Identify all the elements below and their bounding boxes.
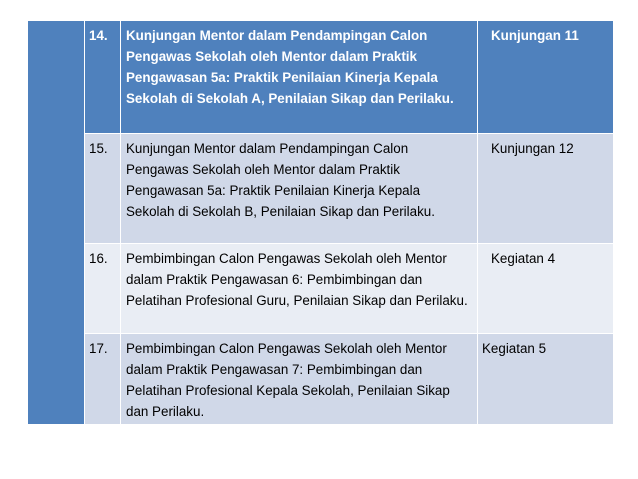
- row-number: 16.: [85, 244, 121, 334]
- row-activity: Kegiatan 5: [478, 334, 614, 425]
- row-activity: Kegiatan 4: [478, 244, 614, 334]
- table-row: [28, 244, 614, 334]
- activity-table: [27, 20, 614, 425]
- row-description: Pembimbingan Calon Pengawas Sekolah oleh Mentor dalam Praktik Pengawasan 6: Pembimbingan dan Pelatihan Profesional Guru, Penilaian Sikap dan Perilaku.: [121, 244, 478, 334]
- row-description: Pembimbingan Calon Pengawas Sekolah oleh Mentor dalam Praktik Pengawasan 7: Pembimbingan dan Pelatihan Profesional Kepala Sekolah, Penilaian Sikap dan Perilaku.: [121, 334, 478, 425]
- row-number: 15.: [85, 134, 121, 244]
- table-row: [28, 334, 614, 425]
- row-number: 14.: [85, 21, 121, 134]
- activity-table-container: [27, 20, 613, 422]
- row-number: 17.: [85, 334, 121, 425]
- row-activity: Kunjungan 12: [478, 134, 614, 244]
- table-row: [28, 134, 614, 244]
- row-activity: Kunjungan 11: [478, 21, 614, 134]
- table-row: [28, 21, 614, 134]
- row-description: Kunjungan Mentor dalam Pendampingan Calon Pengawas Sekolah oleh Mentor dalam Praktik Pengawasan 5a: Praktik Penilaian Kinerja Kepala Sekolah di Sekolah A, Penilaian Sikap dan Perilaku.: [121, 21, 478, 134]
- row-description: Kunjungan Mentor dalam Pendampingan Calon Pengawas Sekolah oleh Mentor dalam Praktik Pengawasan 5a: Praktik Penilaian Kinerja Kepala Sekolah di Sekolah B, Penilaian Sikap dan Perilaku.: [121, 134, 478, 244]
- left-accent-column: [28, 21, 85, 425]
